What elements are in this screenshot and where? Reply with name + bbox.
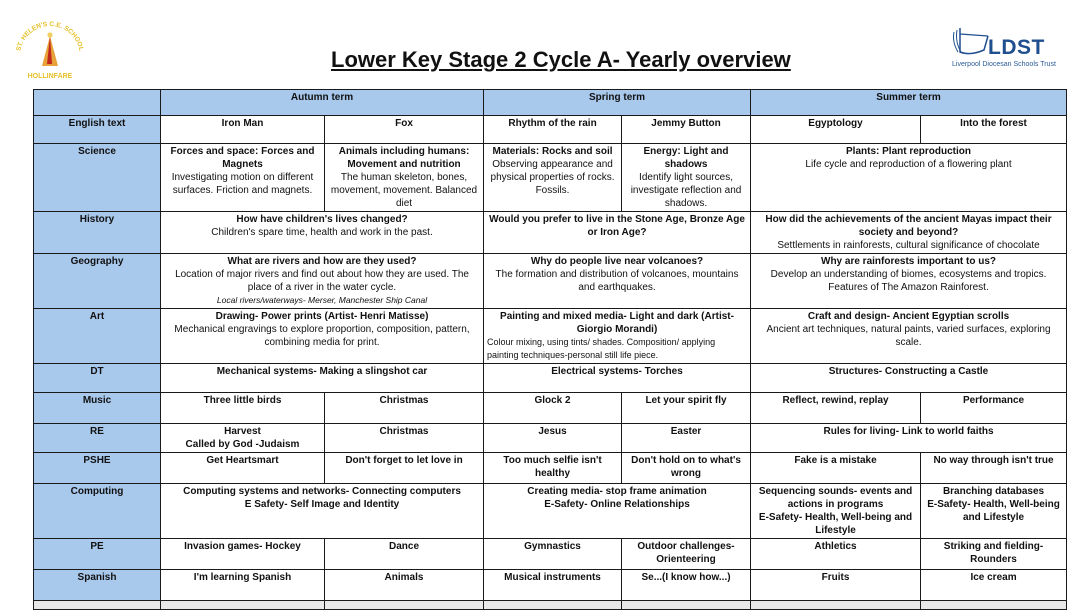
subject-label: Computing [34,484,161,539]
unit-line: Creating media- stop frame animation [527,486,707,497]
cell-autumn [161,212,484,254]
unit-line: Called by God -Judaism [185,439,300,450]
cell-spring-2: Outdoor challenges- Orienteering [622,539,751,570]
school-logo [14,14,86,84]
cut-cell [921,601,1067,610]
cell-autumn-1: Three little birds [161,393,325,424]
row-spanish [34,570,1067,601]
cell-autumn-1 [161,144,325,212]
ldst-subtitle: Liverpool Diocesan Schools Trust [952,61,1056,68]
cell-spring-2: Se...(I know how...) [622,570,751,601]
cell-spring: Electrical systems- Torches [484,364,751,393]
school-logo-bottom-text: HOLLINFARE [27,73,73,80]
row-history [34,212,1067,254]
term-header-summer: Summer term [751,90,1067,116]
unit-title: Animals including humans: Movement and nutrition [338,146,470,170]
cell-spring-1: Rhythm of the rain [484,116,622,144]
ldst-logo [950,24,1065,72]
cell-autumn [161,309,484,364]
subject-label: Science [34,144,161,212]
unit-text: The human skeleton, bones, movement, movement. Balanced diet [330,172,478,209]
subject-label: English text [34,116,161,144]
row-geography [34,254,1067,309]
unit-title: How did the achievements of the ancient Mayas impact their society and beyond? [765,214,1052,238]
cell-summer-1 [751,484,921,539]
term-header-autumn: Autumn term [161,90,484,116]
subject-label: PSHE [34,453,161,484]
cell-spring-1: Gymnastics [484,539,622,570]
subject-label: Geography [34,254,161,309]
unit-text: Location of major rivers and find out about how they are used. The place of a river in the water cycle. [175,269,469,293]
row-english [34,116,1067,144]
cell-summer [751,254,1067,309]
unit-text: Observing appearance and physical properties of rocks. Fossils. [490,159,615,196]
school-logo-arc-text: ST. HELEN'S C.E. SCHOOL [15,20,85,52]
row-art [34,309,1067,364]
cell-autumn-2: Dance [325,539,484,570]
cell-summer [751,212,1067,254]
cell-spring-2: Jemmy Button [622,116,751,144]
cell-autumn-1: Invasion games- Hockey [161,539,325,570]
row-computing [34,484,1067,539]
cell-summer-2: No way through isn't true [921,453,1067,484]
cell-spring-1 [484,144,622,212]
cell-autumn-1: I'm learning Spanish [161,570,325,601]
cell-autumn-2 [325,144,484,212]
cell-spring-2: Easter [622,424,751,453]
cell-spring [484,484,751,539]
cell-summer-1: Reflect, rewind, replay [751,393,921,424]
cell-summer-2: Into the forest [921,116,1067,144]
unit-line: Harvest [224,426,261,437]
cell-autumn-2: Fox [325,116,484,144]
cell-summer: Rules for living- Link to world faiths [751,424,1067,453]
cell-autumn: Mechanical systems- Making a slingshot car [161,364,484,393]
cut-cell [751,601,921,610]
corner-cell [34,90,161,116]
unit-line: Sequencing sounds- events and actions in programs [758,486,913,510]
row-dt [34,364,1067,393]
unit-title: Painting and mixed media- Light and dark (Artist- Giorgio Morandi) [500,311,734,335]
cell-summer-1: Fake is a mistake [751,453,921,484]
unit-title: Materials: Rocks and soil [492,146,613,157]
unit-text: Settlements in rainforests, cultural significance of chocolate [777,240,1040,251]
unit-text: Life cycle and reproduction of a flowering plant [805,159,1012,170]
cell-autumn-2: Animals [325,570,484,601]
cell-spring [484,254,751,309]
unit-title: How have children's lives changed? [236,214,408,225]
cut-cell [325,601,484,610]
subject-label: PE [34,539,161,570]
unit-text: The formation and distribution of volcanoes, mountains and earthquakes. [495,269,739,293]
unit-title: Plants: Plant reproduction [846,146,972,157]
row-pshe [34,453,1067,484]
cell-spring-1: Glock 2 [484,393,622,424]
unit-text: Identify light sources, investigate reflection and shadows. [630,172,742,209]
cell-summer-1: Egyptology [751,116,921,144]
subject-label: History [34,212,161,254]
cell-summer-2: Ice cream [921,570,1067,601]
cell-autumn-2: Christmas [325,393,484,424]
row-music [34,393,1067,424]
row-pe [34,539,1067,570]
unit-title: Why are rainforests important to us? [821,256,997,267]
cell-spring-1: Too much selfie isn't healthy [484,453,622,484]
cell-summer-2: Striking and fielding- Rounders [921,539,1067,570]
cell-spring [484,212,751,254]
unit-line: E-Safety- Health, Well-being and Lifestyle [758,512,913,536]
cell-autumn-2: Don't forget to let love in [325,453,484,484]
unit-text: Ancient art techniques, natural paints, varied surfaces, exploring scale. [766,324,1051,348]
unit-text: Investigating motion on different surfaces. Friction and magnets. [171,172,314,196]
cell-summer [751,144,1067,212]
ldst-wordmark: LDST [988,36,1045,59]
cell-spring [484,309,751,364]
cell-summer-2 [921,484,1067,539]
page-title: Lower Key Stage 2 Cycle A- Yearly overview [331,47,791,72]
cell-autumn [161,254,484,309]
unit-text: Children's spare time, health and work in the past. [211,227,433,238]
cell-spring-2 [622,144,751,212]
unit-line: E-Safety- Online Relationships [544,499,690,510]
overview-table [33,89,1067,610]
cell-autumn-2: Christmas [325,424,484,453]
cell-spring-2: Let your spirit fly [622,393,751,424]
unit-line: E-Safety- Health, Well-being and Lifestyle [927,499,1060,523]
cell-autumn-1: Get Heartsmart [161,453,325,484]
unit-title: Energy: Light and shadows [643,146,729,170]
unit-title: Would you prefer to live in the Stone Age, Bronze Age or Iron Age? [489,214,745,238]
row-cut-off [34,601,1067,610]
cut-cell [161,601,325,610]
cell-spring-2: Don't hold on to what's wrong [622,453,751,484]
cut-cell [622,601,751,610]
cut-cell [484,601,622,610]
cell-summer-2: Performance [921,393,1067,424]
cell-autumn-1 [161,424,325,453]
term-header-spring: Spring term [484,90,751,116]
cut-cell [34,601,161,610]
unit-text: Mechanical engravings to explore proportion, composition, pattern, combining media for print. [174,324,470,348]
unit-note: Local rivers/waterways- Merser, Manchester Ship Canal [216,295,428,305]
unit-title: Why do people live near volcanoes? [530,256,704,267]
unit-text: Colour mixing, using tints/ shades. Composition/ applying painting techniques-personal still life piece. [487,337,716,360]
unit-title: Craft and design- Ancient Egyptian scrolls [807,311,1010,322]
cell-summer-1: Athletics [751,539,921,570]
subject-label: RE [34,424,161,453]
subject-label: Spanish [34,570,161,601]
unit-title: Drawing- Power prints (Artist- Henri Matisse) [215,311,429,322]
row-re [34,424,1067,453]
unit-line: Branching databases [942,486,1045,497]
subject-label: Music [34,393,161,424]
row-science [34,144,1067,212]
cell-autumn-1: Iron Man [161,116,325,144]
cell-summer [751,309,1067,364]
unit-line: E Safety- Self Image and Identity [244,499,400,510]
cell-autumn [161,484,484,539]
cell-spring-1: Jesus [484,424,622,453]
cell-summer: Structures- Constructing a Castle [751,364,1067,393]
term-header-row [34,90,1067,116]
unit-title: What are rivers and how are they used? [227,256,417,267]
unit-text: Develop an understanding of biomes, ecosystems and tropics. Features of The Amazon Rainforest. [770,269,1047,293]
cell-summer-1: Fruits [751,570,921,601]
cell-spring-1: Musical instruments [484,570,622,601]
subject-label: Art [34,309,161,364]
unit-title: Forces and space: Forces and Magnets [170,146,315,170]
unit-line: Computing systems and networks- Connecting computers [183,486,461,497]
subject-label: DT [34,364,161,393]
